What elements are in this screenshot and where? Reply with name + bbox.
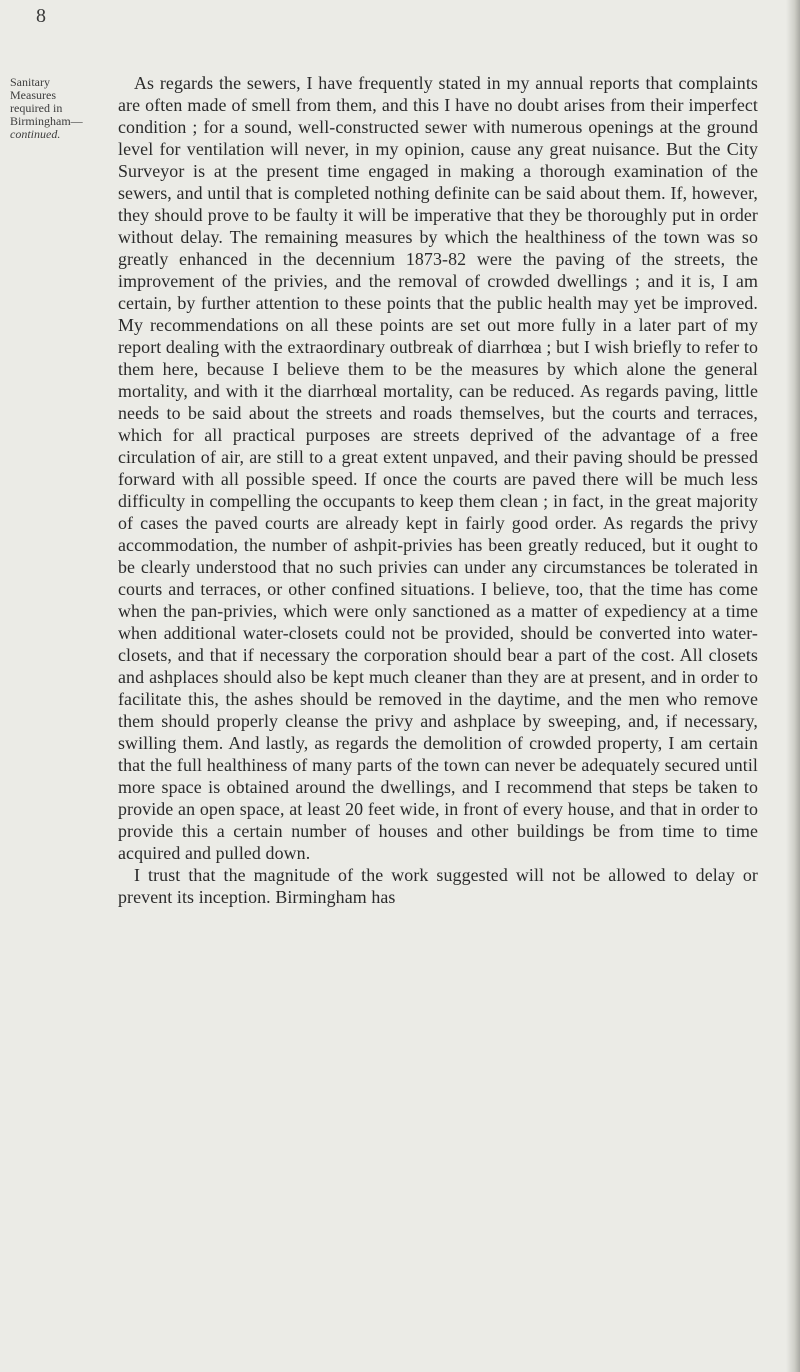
margin-note-line: required in (10, 101, 63, 115)
margin-note-line: Measures (10, 88, 56, 102)
margin-note-line: Sanitary (10, 75, 50, 89)
margin-note-line: Birmingham— (10, 114, 83, 128)
paragraph: I trust that the magnitude of the work suggested will not be allowed to delay or prevent its inception. Birmingham has (118, 865, 758, 907)
page-edge-shadow (786, 0, 800, 1372)
page-number: 8 (36, 5, 46, 27)
body-text (118, 72, 758, 908)
margin-note-line: continued. (10, 127, 61, 141)
paragraph: As regards the sewers, I have frequently stated in my annual reports that complaints are often made of smell from them, and this I have no doubt arises from their imperfect condition ; for a sound, well-constructed sewer with numerous openings at the ground level for ventilation will never, in my opinion, cause any great nuisance. But the City Surveyor is at the present time engaged in making a thorough examination of the sewers, and until that is completed nothing definite can be said about them. If, however, they should prove to be faulty it will be imperative that they be thoroughly put in order without delay. The remaining measures by which the healthiness of the town was so greatly enhanced in the decennium 1873-82 were the paving of the streets, the improvement of the privies, and the removal of crowded dwellings ; and it is, I am certain, by further attention to these points that the public health may yet be improved. My recommendations on all these points are set out more fully in a later part of my report dealing with the extraordinary outbreak of diarrhœa ; but I wish briefly to refer to them here, because I believe them to be the measures by which alone the general mortality, and with it the diarrhœal mortality, can be reduced. As regards paving, little needs to be said about the streets and roads themselves, but the courts and terraces, which for all practical purposes are streets deprived of the advantage of a free circulation of air, are still to a great extent unpaved, and their paving should be pressed forward with all possible speed. If once the courts are paved there will be much less difficulty in compelling the occupants to keep them clean ; in fact, in the great majority of cases the paved courts are already kept in fairly good order. As regards the privy accommodation, the number of ashpit-privies has been greatly reduced, but it ought to be clearly understood that no such privies can under any circumstances be tolerated in courts and terraces, or other confined situations. I believe, too, that the time has come when the pan-privies, which were only sanctioned as a matter of expediency at a time when additional water-closets could not be provided, should be converted into water-closets, and that if necessary the corporation should bear a part of the cost. All closets and ashplaces should also be kept much cleaner than they are at present, and in order to facilitate this, the ashes should be removed in the daytime, and the men who remove them should properly cleanse the privy and ashplace by sweeping, and, if necessary, swilling them. And lastly, as regards the demolition of crowded property, I am certain that the full healthiness of many parts of the town can never be adequately secured until more space is obtained around the dwellings, and I recommend that steps be taken to provide an open space, at least 20 feet wide, in front of every house, and that in order to provide this a certain number of houses and other buildings be from time to time acquired and pulled down. (118, 73, 758, 863)
margin-note (10, 76, 100, 141)
